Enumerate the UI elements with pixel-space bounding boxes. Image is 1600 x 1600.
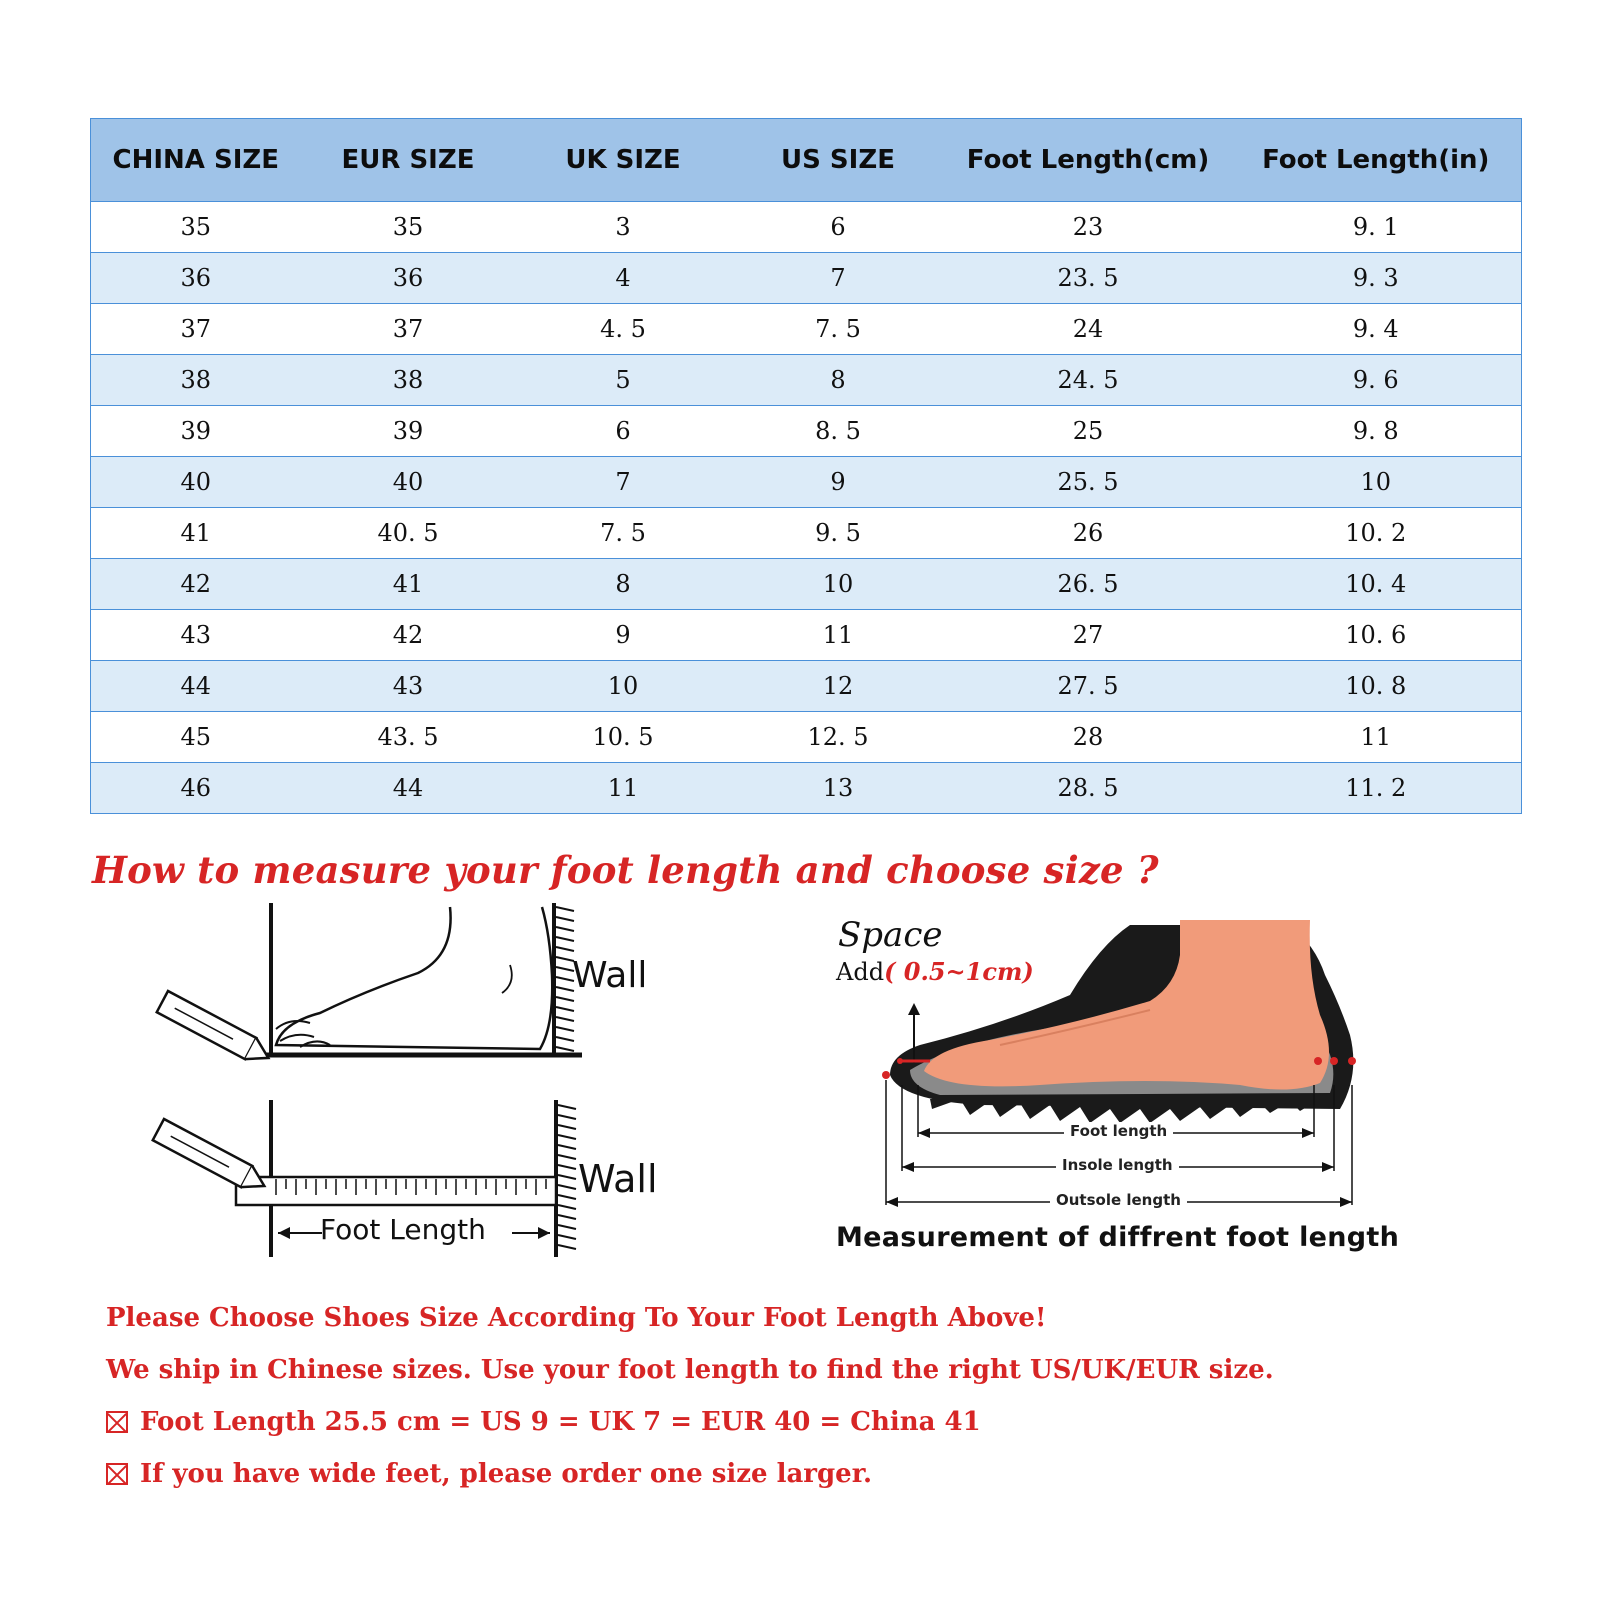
- cell-uk-size: 10: [516, 661, 731, 712]
- table-row: [91, 763, 1522, 814]
- cell-us-size: 10: [731, 559, 946, 610]
- cell-us-size: 8: [731, 355, 946, 406]
- cell-eur-size: 39: [301, 406, 516, 457]
- cell-us-size: 7: [731, 253, 946, 304]
- table-row: [91, 406, 1522, 457]
- crossed-box-icon: [106, 1411, 128, 1433]
- cell-foot-length-in: 10. 8: [1231, 661, 1522, 712]
- cell-foot-length-in: 11: [1231, 712, 1522, 763]
- table-row: [91, 253, 1522, 304]
- cell-china-size: 37: [91, 304, 301, 355]
- cell-foot-length-cm: 23. 5: [946, 253, 1231, 304]
- cell-china-size: 36: [91, 253, 301, 304]
- cell-us-size: 8. 5: [731, 406, 946, 457]
- outsole-length-dimension-label: Outsole length: [1050, 1191, 1187, 1209]
- header-us-size: US SIZE: [731, 119, 946, 202]
- cell-uk-size: 9: [516, 610, 731, 661]
- cell-foot-length-in: 9. 8: [1231, 406, 1522, 457]
- wall-label-bottom: Wall: [578, 1157, 658, 1201]
- header-foot-length-in: Foot Length(in): [1231, 119, 1522, 202]
- cell-foot-length-cm: 23: [946, 202, 1231, 253]
- cell-eur-size: 41: [301, 559, 516, 610]
- cell-us-size: 12: [731, 661, 946, 712]
- cell-uk-size: 3: [516, 202, 731, 253]
- crossed-box-icon: [106, 1463, 128, 1485]
- cell-uk-size: 4. 5: [516, 304, 731, 355]
- header-uk-size: UK SIZE: [516, 119, 731, 202]
- header-foot-length-cm: Foot Length(cm): [946, 119, 1231, 202]
- measure-against-wall-figure: [150, 895, 710, 1275]
- cell-eur-size: 44: [301, 763, 516, 814]
- note-shipping-sizes: We ship in Chinese sizes. Use your foot length to find the right US/UK/EUR size.: [106, 1355, 1274, 1385]
- cell-uk-size: 8: [516, 559, 731, 610]
- cell-us-size: 7. 5: [731, 304, 946, 355]
- cell-foot-length-in: 10. 6: [1231, 610, 1522, 661]
- cell-eur-size: 43. 5: [301, 712, 516, 763]
- cell-china-size: 43: [91, 610, 301, 661]
- cell-eur-size: 42: [301, 610, 516, 661]
- cell-us-size: 11: [731, 610, 946, 661]
- cell-uk-size: 11: [516, 763, 731, 814]
- cell-china-size: 44: [91, 661, 301, 712]
- cell-china-size: 38: [91, 355, 301, 406]
- note-size-example: Foot Length 25.5 cm = US 9 = UK 7 = EUR 40 = China 41: [106, 1400, 1274, 1452]
- cell-china-size: 46: [91, 763, 301, 814]
- table-row: [91, 661, 1522, 712]
- cell-foot-length-cm: 24. 5: [946, 355, 1231, 406]
- cell-foot-length-in: 9. 4: [1231, 304, 1522, 355]
- cell-foot-length-in: 9. 1: [1231, 202, 1522, 253]
- table-row: [91, 712, 1522, 763]
- header-china-size: CHINA SIZE: [91, 119, 301, 202]
- cell-china-size: 41: [91, 508, 301, 559]
- cell-foot-length-cm: 25. 5: [946, 457, 1231, 508]
- insole-length-dimension-label: Insole length: [1056, 1156, 1179, 1174]
- cell-foot-length-cm: 25: [946, 406, 1231, 457]
- table-row: [91, 457, 1522, 508]
- cell-eur-size: 40. 5: [301, 508, 516, 559]
- cell-foot-length-in: 10. 4: [1231, 559, 1522, 610]
- cell-us-size: 13: [731, 763, 946, 814]
- cell-uk-size: 5: [516, 355, 731, 406]
- cell-foot-length-in: 11. 2: [1231, 763, 1522, 814]
- cell-us-size: 9. 5: [731, 508, 946, 559]
- cell-foot-length-cm: 24: [946, 304, 1231, 355]
- add-prefix: Add: [836, 958, 885, 986]
- measurement-caption: Measurement of diffrent foot length: [836, 1222, 1400, 1253]
- cell-foot-length-cm: 27. 5: [946, 661, 1231, 712]
- table-row: [91, 202, 1522, 253]
- note-choose-size: Please Choose Shoes Size According To Your Foot Length Above!: [106, 1303, 1047, 1333]
- cell-uk-size: 7: [516, 457, 731, 508]
- cell-uk-size: 6: [516, 406, 731, 457]
- cell-foot-length-cm: 27: [946, 610, 1231, 661]
- cell-us-size: 6: [731, 202, 946, 253]
- wall-label-top: Wall: [572, 955, 648, 996]
- size-chart-table: [90, 118, 1522, 814]
- measure-guide-title: How to measure your foot length and choose size ?: [92, 848, 1159, 892]
- cell-china-size: 35: [91, 202, 301, 253]
- cell-uk-size: 7. 5: [516, 508, 731, 559]
- cell-eur-size: 37: [301, 304, 516, 355]
- cell-foot-length-cm: 28: [946, 712, 1231, 763]
- add-range: ( 0.5~1cm): [884, 957, 1034, 986]
- table-row: [91, 610, 1522, 661]
- foot-length-label: Foot Length: [320, 1213, 486, 1246]
- cell-us-size: 12. 5: [731, 712, 946, 763]
- cell-foot-length-in: 10: [1231, 457, 1522, 508]
- foot-length-dimension-label: Foot length: [1064, 1122, 1173, 1140]
- table-header-row: [91, 119, 1522, 202]
- cell-foot-length-in: 9. 6: [1231, 355, 1522, 406]
- cell-us-size: 9: [731, 457, 946, 508]
- cell-eur-size: 43: [301, 661, 516, 712]
- cell-uk-size: 10. 5: [516, 712, 731, 763]
- cell-eur-size: 36: [301, 253, 516, 304]
- cell-foot-length-in: 9. 3: [1231, 253, 1522, 304]
- cell-uk-size: 4: [516, 253, 731, 304]
- cell-eur-size: 35: [301, 202, 516, 253]
- cell-eur-size: 38: [301, 355, 516, 406]
- table-row: [91, 559, 1522, 610]
- table-row: [91, 355, 1522, 406]
- cell-china-size: 45: [91, 712, 301, 763]
- header-eur-size: EUR SIZE: [301, 119, 516, 202]
- table-row: [91, 304, 1522, 355]
- space-label: Space: [838, 915, 943, 955]
- cell-china-size: 40: [91, 457, 301, 508]
- cell-foot-length-cm: 26. 5: [946, 559, 1231, 610]
- size-notes: [106, 1296, 1274, 1504]
- cell-foot-length-in: 10. 2: [1231, 508, 1522, 559]
- cell-china-size: 42: [91, 559, 301, 610]
- cell-foot-length-cm: 26: [946, 508, 1231, 559]
- table-row: [91, 508, 1522, 559]
- cell-eur-size: 40: [301, 457, 516, 508]
- note-wide-feet: If you have wide feet, please order one size larger.: [106, 1452, 1274, 1504]
- cell-foot-length-cm: 28. 5: [946, 763, 1231, 814]
- cell-china-size: 39: [91, 406, 301, 457]
